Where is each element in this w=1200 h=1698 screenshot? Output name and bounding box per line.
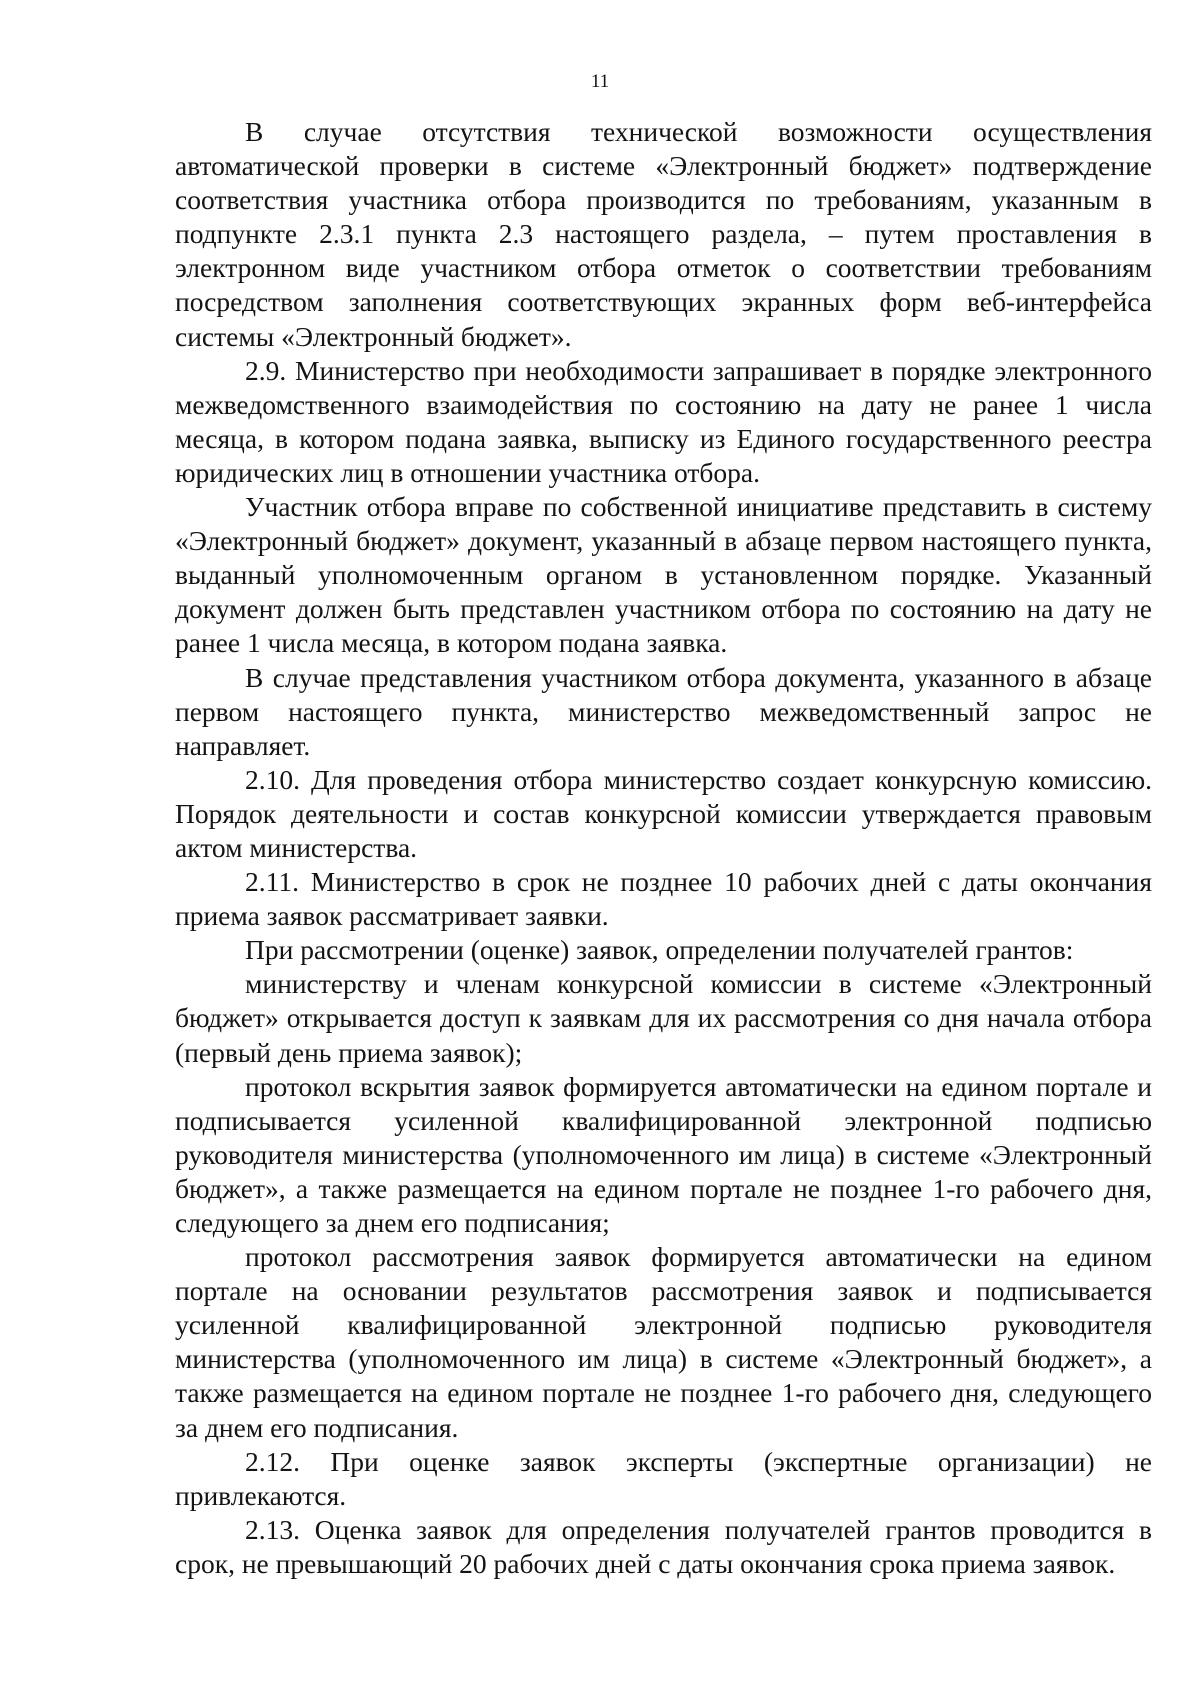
paragraph-2-9: 2.9. Министерство при необходимости запрашивает в порядке электронного межведомственного взаимодействия по состоянию на дату не ранее 1 числа месяца, в котором подана заявка, выписку из Единого государственного реестра юридических лиц в отношении участника отбора. [175, 354, 1152, 488]
page-number: 11 [590, 71, 610, 92]
paragraph-2-13: 2.13. Оценка заявок для определения получателей грантов проводится в срок, не превышающий 20 рабочих дней с даты окончания срока приема заявок. [175, 1513, 1152, 1579]
paragraph-verification-fallback: В случае отсутствия технической возможности осуществления автоматической проверки в системе «Электронный бюджет» подтверждение соответствия участника отбора производится по требованиям, указанным в подпункте 2.3.1 пункта 2.3 настоящего раздела, – путем проставления в электронном виде участником отбора отметок о соответствии требованиям посредством заполнения соответствующих экранных форм веб-интерфейса системы «Электронный бюджет». [175, 116, 1152, 352]
paragraph-participant-initiative: Участник отбора вправе по собственной инициативе представить в систему «Электронный бюджет» документ, указанный в абзаце первом настоящего пункта, выданный уполномоченным органом в установленном порядке. Указанный документ должен быть представлен участником отбора по состоянию на дату не ранее 1 числа месяца, в котором подана заявка. [175, 491, 1152, 659]
document-body [175, 115, 1152, 1581]
paragraph-review-intro: При рассмотрении (оценке) заявок, определении получателей грантов: [245, 934, 1074, 966]
paragraph-2-11: 2.11. Министерство в срок не позднее 10 рабочих дней с даты окончания приема заявок рассматривает заявки. [175, 866, 1152, 932]
paragraph-review-protocol: протокол рассмотрения заявок формируется автоматически на едином портале на основании результатов рассмотрения заявок и подписывается усиленной квалифицированной электронной подписью руководителя министерства (уполномоченного им лица) в системе «Электронный бюджет», а также размещается на едином портале не позднее 1-го рабочего дня, следующего за днем его подписания. [175, 1241, 1152, 1443]
paragraph-opening-protocol: протокол вскрытия заявок формируется автоматически на едином портале и подписывается усиленной квалифицированной электронной подписью руководителя министерства (уполномоченного им лица) в системе «Электронный бюджет», а также размещается на едином портале не позднее 1-го рабочего дня, следующего за днем его подписания; [175, 1070, 1152, 1238]
paragraph-2-10: 2.10. Для проведения отбора министерство создает конкурсную комиссию. Порядок деятельности и состав конкурсной комиссии утверждается правовым актом министерства. [175, 763, 1152, 863]
paragraph-no-interagency-request: В случае представления участником отбора документа, указанного в абзаце первом настоящего пункта, министерство межведомственный запрос не направляет. [175, 661, 1152, 761]
paragraph-access-to-applications: министерству и членам конкурсной комиссии в системе «Электронный бюджет» открывается доступ к заявкам для их рассмотрения со дня начала отбора (первый день приема заявок); [175, 968, 1152, 1068]
paragraph-2-12: 2.12. При оценке заявок эксперты (экспертные организации) не привлекаются. [175, 1445, 1152, 1511]
